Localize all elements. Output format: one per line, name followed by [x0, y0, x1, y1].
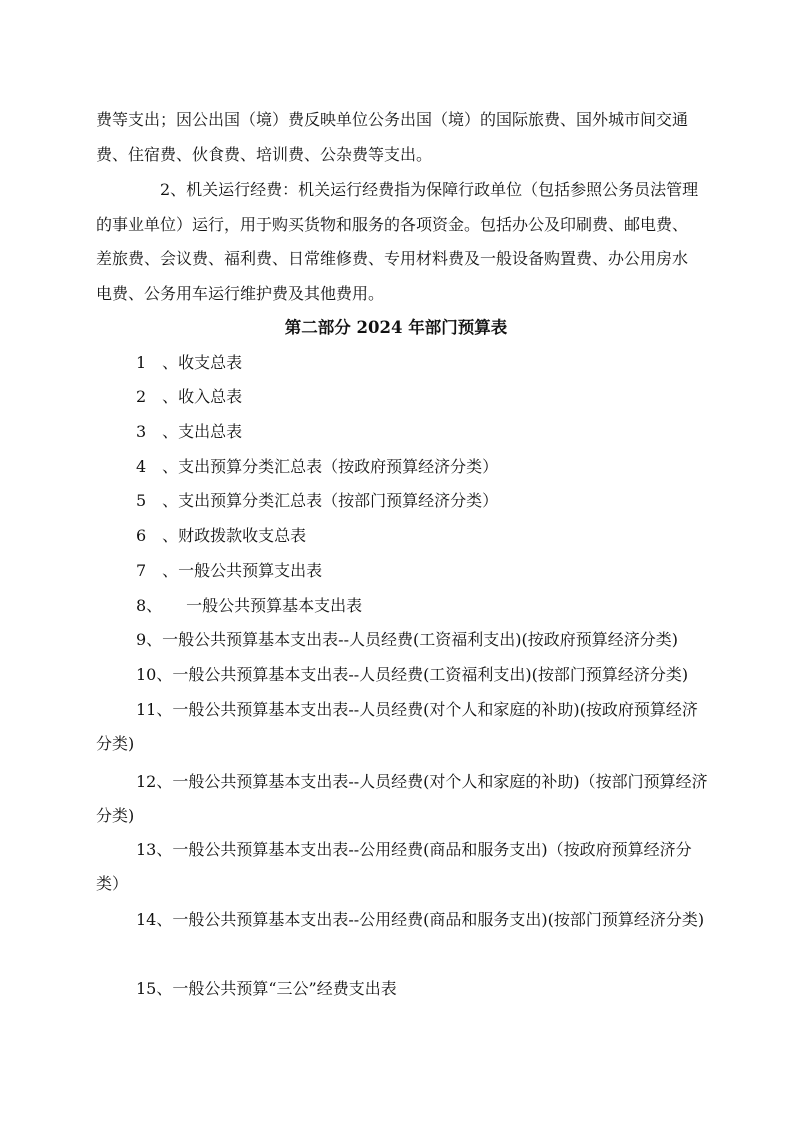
list-item: 2 、收入总表 [136, 387, 243, 406]
list-item-wrapped: 12、一般公共预算基本支出表--人员经费(对个人和家庭的补助)（按部门预算经济分类) [96, 772, 708, 825]
list-item: 7 、一般公共预算支出表 [136, 561, 323, 580]
intro-paragraph-2: 2、机关运行经费：机关运行经费指为保障行政单位（包括参照公务员法管理的事业单位）运行，用于购买货物和服务的各项资金。包括办公及印刷费、邮电费、差旅费、会议费、福利费、日常维修费、专用材料费及一般设备购置费、办公用房水电费、公务用车运行维护费及其他费用。 [96, 180, 699, 303]
list-item: 6 、财政拨款收支总表 [136, 526, 307, 545]
list-item-wrapped: 11、一般公共预算基本支出表--人员经费(对个人和家庭的补助)(按政府预算经济分类) [96, 700, 698, 753]
list-item-wrapped: 13、一般公共预算基本支出表--公用经费(商品和服务支出)（按政府预算经济分类） [96, 840, 692, 893]
list-item: 15、一般公共预算“三公”经费支出表 [136, 979, 397, 998]
list-item: 9、一般公共预算基本支出表--人员经费(工资福利支出)(按政府预算经济分类) [136, 630, 678, 649]
section-title: 第二部分 2024 年部门预算表 [284, 318, 508, 337]
list-item-wrapped: 14、一般公共预算基本支出表--公用经费(商品和服务支出)(按部门预算经济分类) [136, 910, 705, 929]
list-item: 3 、支出总表 [136, 422, 243, 441]
list-item: 8、 一般公共预算基本支出表 [136, 596, 363, 615]
list-item: 10、一般公共预算基本支出表--人员经费(工资福利支出)(按部门预算经济分类) [136, 665, 689, 684]
intro-paragraph-1: 费等支出；因公出国（境）费反映单位公务出国（境）的国际旅费、国外城市间交通费、住宿费、伙食费、培训费、公杂费等支出。 [96, 110, 689, 164]
list-item: 4 、支出预算分类汇总表（按政府预算经济分类） [136, 457, 499, 476]
list-item: 1 、收支总表 [136, 353, 243, 372]
list-item: 5 、支出预算分类汇总表（按部门预算经济分类） [136, 491, 499, 510]
